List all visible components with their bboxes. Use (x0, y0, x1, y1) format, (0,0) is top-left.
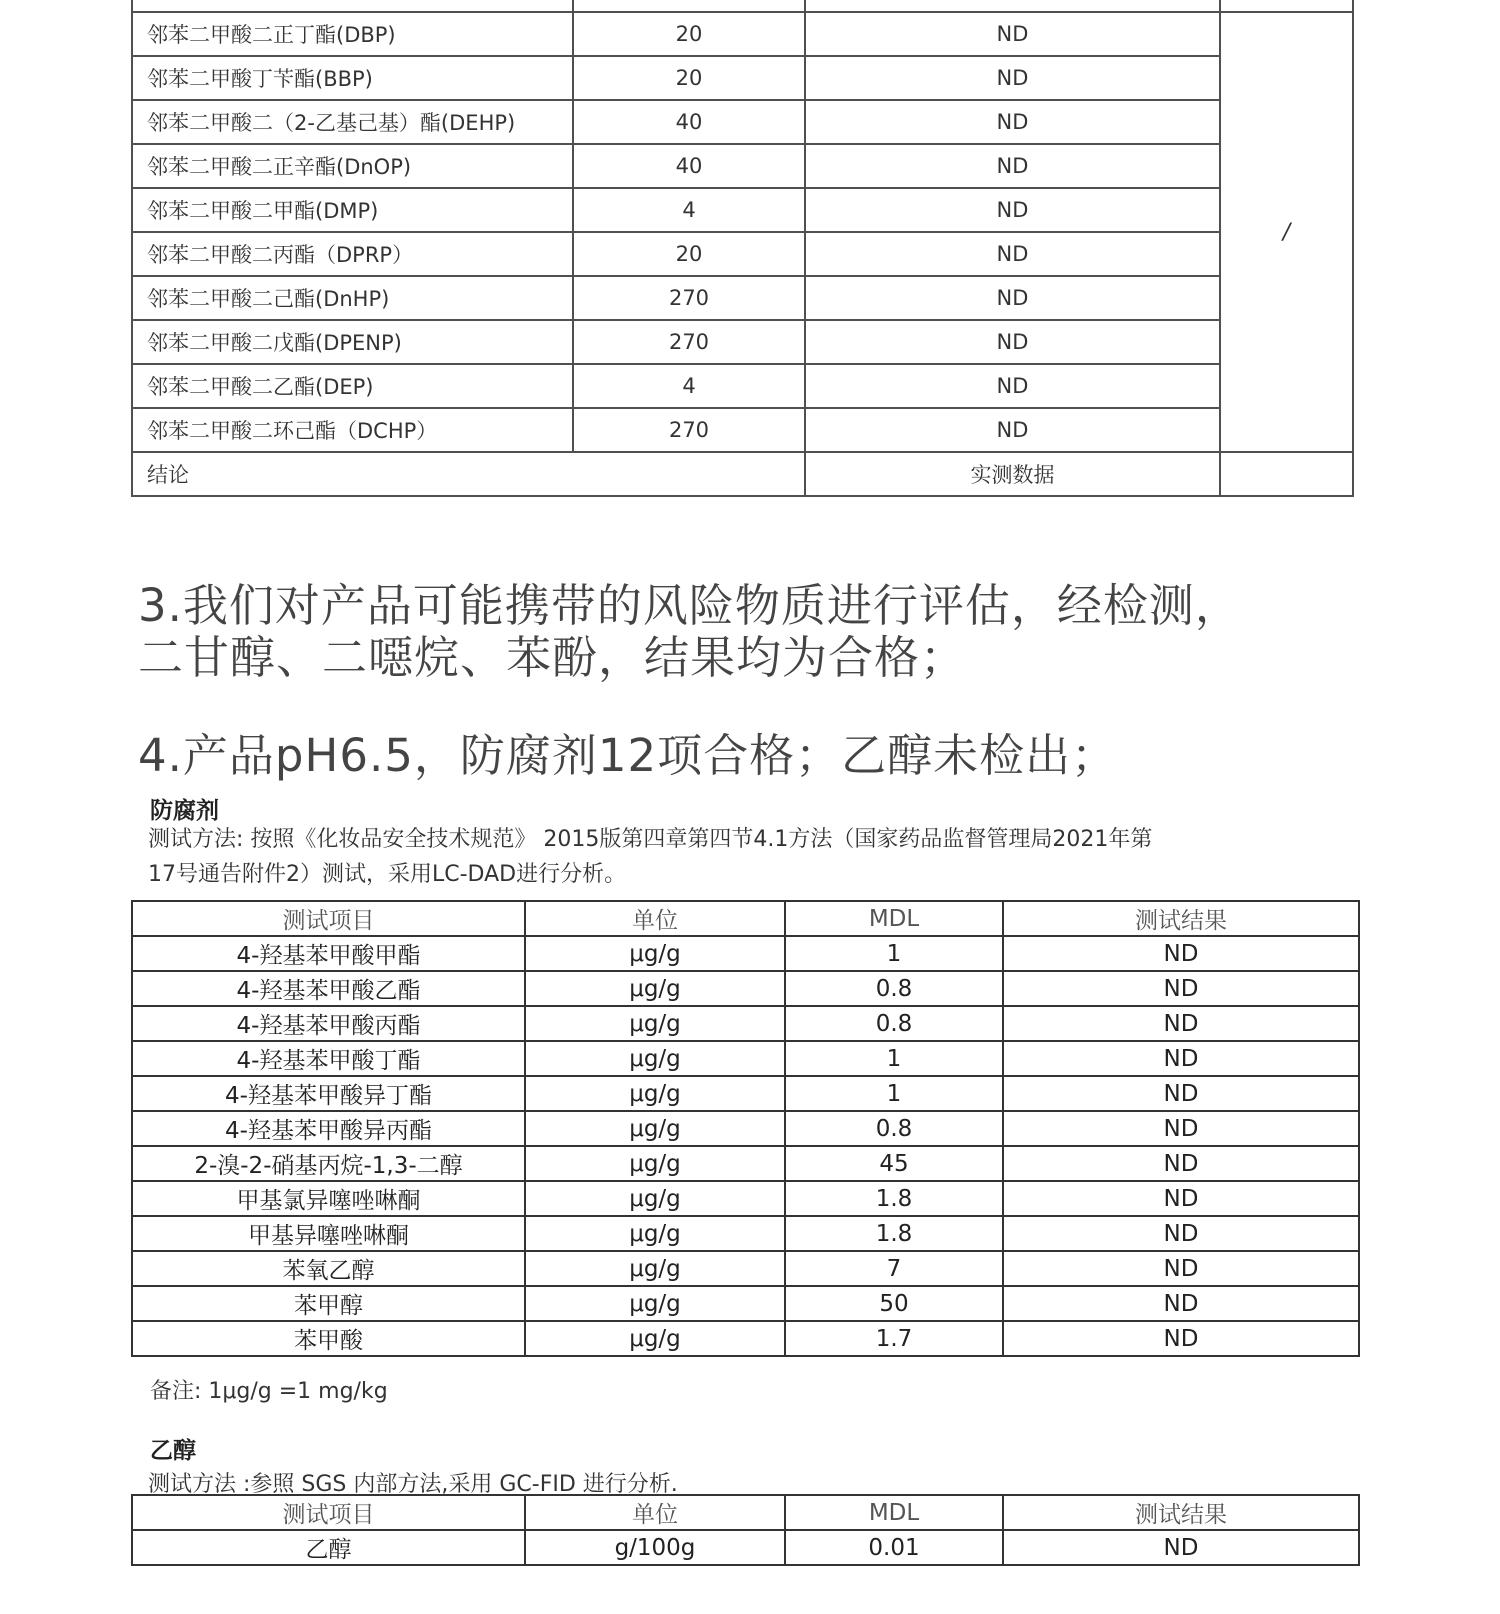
phthalate-table (131, 0, 1354, 497)
table-row (132, 144, 1353, 188)
result: ND (1003, 1006, 1359, 1041)
remark-cell: / (1220, 12, 1353, 452)
mdl: 1 (785, 936, 1003, 971)
limit-value: 4 (573, 188, 805, 232)
unit: μg/g (525, 1006, 785, 1041)
unit: μg/g (525, 971, 785, 1006)
result: ND (1003, 971, 1359, 1006)
result: ND (1003, 936, 1359, 971)
result-value: ND (805, 12, 1220, 56)
table-row (132, 1111, 1359, 1146)
point-3-heading (138, 580, 1378, 684)
mdl: 0.8 (785, 1111, 1003, 1146)
unit: μg/g (525, 1076, 785, 1111)
mdl: 1.8 (785, 1216, 1003, 1251)
table-row (132, 56, 1353, 100)
test-item: 甲基异噻唑啉酮 (132, 1216, 525, 1251)
table-row (132, 971, 1359, 1006)
substance-name: 邻苯二甲酸二戊酯(DPENP) (132, 320, 573, 364)
substance-name: 邻苯二甲酸二正辛酯(DnOP) (132, 144, 573, 188)
table-row (132, 1181, 1359, 1216)
unit: μg/g (525, 1041, 785, 1076)
result-value: ND (805, 276, 1220, 320)
test-item: 乙醇 (132, 1530, 525, 1565)
substance-name: 邻苯二甲酸二丙酯（DPRP） (132, 232, 573, 276)
substance-name: 邻苯二甲酸丁苄酯(BBP) (132, 56, 573, 100)
preservative-method-line-1: 测试方法: 按照《化妆品安全技术规范》 2015版第四章第四节4.1方法（国家药品监督管理局2021年第 (148, 827, 1153, 852)
result-value: ND (805, 188, 1220, 232)
test-item: 苯氧乙醇 (132, 1251, 525, 1286)
preservative-title: 防腐剂 (150, 798, 219, 824)
header-mdl: MDL (785, 901, 1003, 936)
limit-value: 270 (573, 276, 805, 320)
result: ND (1003, 1076, 1359, 1111)
result-value: ND (805, 364, 1220, 408)
table-row (132, 1041, 1359, 1076)
test-item: 4-羟基苯甲酸异丙酯 (132, 1111, 525, 1146)
unit: μg/g (525, 1111, 785, 1146)
table-row (132, 1216, 1359, 1251)
test-item: 4-羟基苯甲酸甲酯 (132, 936, 525, 971)
conclusion-row (132, 452, 1353, 496)
table-row (132, 1530, 1359, 1565)
header-test-item: 测试项目 (132, 1495, 525, 1530)
table-header-row (132, 901, 1359, 936)
test-item: 苯甲醇 (132, 1286, 525, 1321)
result: ND (1003, 1181, 1359, 1216)
result-value: ND (805, 232, 1220, 276)
substance-name: 邻苯二甲酸二甲酯(DMP) (132, 188, 573, 232)
unit: μg/g (525, 1321, 785, 1356)
mdl: 45 (785, 1146, 1003, 1181)
ethanol-table (131, 1494, 1360, 1566)
substance-name: 邻苯二甲酸二环己酯（DCHP） (132, 408, 573, 452)
unit: μg/g (525, 1181, 785, 1216)
preservative-note: 备注: 1μg/g =1 mg/kg (150, 1379, 388, 1404)
point-3-line-1: 3.我们对产品可能携带的风险物质进行评估，经检测， (138, 579, 1241, 632)
header-result: 测试结果 (1003, 901, 1359, 936)
limit-value: 270 (573, 408, 805, 452)
unit: g/100g (525, 1530, 785, 1565)
preservative-method-line-2: 17号通告附件2）测试，采用LC-DAD进行分析。 (148, 862, 627, 887)
table-row (132, 188, 1353, 232)
unit: μg/g (525, 1286, 785, 1321)
table-row (132, 12, 1353, 56)
mdl: 0.8 (785, 1006, 1003, 1041)
table-row (132, 276, 1353, 320)
test-item: 甲基氯异噻唑啉酮 (132, 1181, 525, 1216)
point-4-heading: 4.产品pH6.5，防腐剂12项合格；乙醇未检出； (138, 729, 1118, 782)
limit-value: 20 (573, 56, 805, 100)
result-value: ND (805, 56, 1220, 100)
table-row (132, 0, 1353, 12)
mdl: 0.01 (785, 1530, 1003, 1565)
limit-value: 40 (573, 144, 805, 188)
mdl: 7 (785, 1251, 1003, 1286)
table-row (132, 1076, 1359, 1111)
header-test-item: 测试项目 (132, 901, 525, 936)
test-item: 4-羟基苯甲酸丁酯 (132, 1041, 525, 1076)
table-header-row (132, 1495, 1359, 1530)
conclusion-label: 结论 (132, 452, 805, 496)
test-item: 4-羟基苯甲酸异丁酯 (132, 1076, 525, 1111)
mdl: 50 (785, 1286, 1003, 1321)
header-mdl: MDL (785, 1495, 1003, 1530)
header-result: 测试结果 (1003, 1495, 1359, 1530)
header-unit: 单位 (525, 1495, 785, 1530)
test-item: 苯甲酸 (132, 1321, 525, 1356)
limit-value: 20 (573, 232, 805, 276)
test-item: 2-溴-2-硝基丙烷-1,3-二醇 (132, 1146, 525, 1181)
table-row (132, 232, 1353, 276)
preservative-table (131, 900, 1360, 1357)
result: ND (1003, 1251, 1359, 1286)
result: ND (1003, 1321, 1359, 1356)
limit-value: 4 (573, 364, 805, 408)
result-value: ND (805, 408, 1220, 452)
limit-value: 40 (573, 100, 805, 144)
mdl: 1 (785, 1076, 1003, 1111)
test-item: 4-羟基苯甲酸丙酯 (132, 1006, 525, 1041)
mdl: 1.7 (785, 1321, 1003, 1356)
table-row (132, 1006, 1359, 1041)
result: ND (1003, 1530, 1359, 1565)
table-row (132, 1286, 1359, 1321)
limit-value: 270 (573, 320, 805, 364)
result: ND (1003, 1286, 1359, 1321)
unit: μg/g (525, 1146, 785, 1181)
substance-name: 邻苯二甲酸二己酯(DnHP) (132, 276, 573, 320)
limit-value: 20 (573, 12, 805, 56)
conclusion-value: 实测数据 (805, 452, 1220, 496)
table-row (132, 1146, 1359, 1181)
table-row (132, 1251, 1359, 1286)
substance-name: 邻苯二甲酸二（2-乙基己基）酯(DEHP) (132, 100, 573, 144)
mdl: 0.8 (785, 971, 1003, 1006)
table-row (132, 408, 1353, 452)
test-item: 4-羟基苯甲酸乙酯 (132, 971, 525, 1006)
ethanol-method: 测试方法 :参照 SGS 内部方法,采用 GC-FID 进行分析. (148, 1472, 678, 1497)
table-row (132, 364, 1353, 408)
mdl: 1 (785, 1041, 1003, 1076)
point-3-line-2: 二甘醇、二噁烷、苯酚，结果均为合格； (138, 631, 967, 684)
table-row (132, 320, 1353, 364)
table-row (132, 936, 1359, 971)
result: ND (1003, 1146, 1359, 1181)
header-unit: 单位 (525, 901, 785, 936)
result: ND (1003, 1216, 1359, 1251)
ethanol-title: 乙醇 (150, 1438, 196, 1464)
result: ND (1003, 1111, 1359, 1146)
mdl: 1.8 (785, 1181, 1003, 1216)
substance-name: 邻苯二甲酸二乙酯(DEP) (132, 364, 573, 408)
result-value: ND (805, 320, 1220, 364)
unit: μg/g (525, 1216, 785, 1251)
result-value: ND (805, 144, 1220, 188)
unit: μg/g (525, 1251, 785, 1286)
result-value: ND (805, 100, 1220, 144)
substance-name: 邻苯二甲酸二正丁酯(DBP) (132, 12, 573, 56)
result: ND (1003, 1041, 1359, 1076)
unit: μg/g (525, 936, 785, 971)
table-row (132, 100, 1353, 144)
table-row (132, 1321, 1359, 1356)
